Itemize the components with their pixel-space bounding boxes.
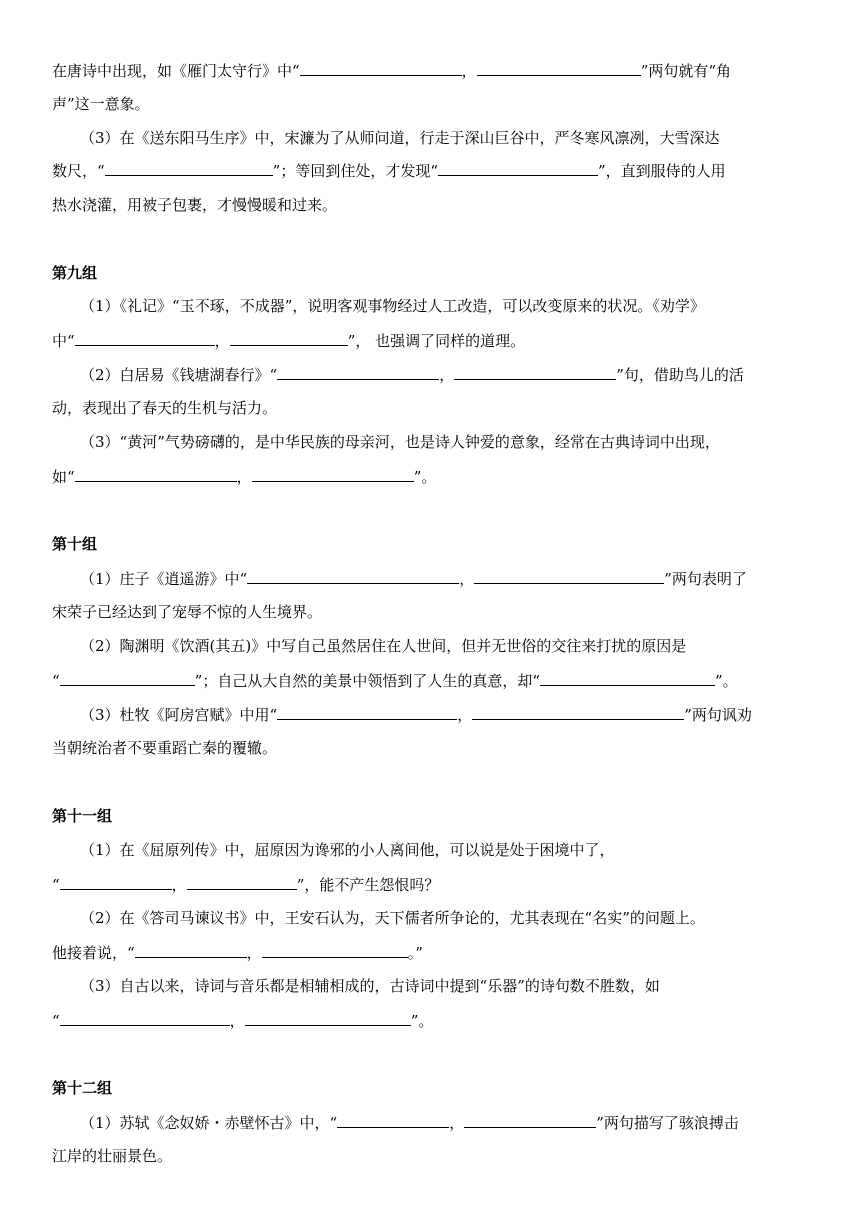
- text-segment: 动，表现出了春天的生机与活力。: [52, 399, 278, 417]
- text-line: [80, 431, 720, 453]
- text-segment: 。”: [407, 944, 423, 962]
- text-line: [52, 941, 423, 963]
- answer-blank[interactable]: [464, 1111, 596, 1128]
- text-segment: ，: [461, 62, 477, 80]
- answer-blank[interactable]: [540, 669, 715, 686]
- text-segment: （3）杜牧《阿房宫赋》中用“: [80, 706, 278, 724]
- answer-blank[interactable]: [472, 703, 684, 720]
- answer-blank[interactable]: [337, 1111, 449, 1128]
- text-line: [52, 1145, 172, 1167]
- text-segment: ”。: [715, 672, 738, 690]
- text-segment: ”，直到服侍的人用: [598, 162, 726, 180]
- answer-blank[interactable]: [300, 59, 462, 76]
- text-segment: （2）白居易《钱塘湖春行》“: [80, 366, 278, 384]
- group-heading: 第九组: [52, 264, 98, 282]
- answer-blank[interactable]: [135, 941, 247, 958]
- text-segment: ”两句讽劝: [684, 706, 752, 724]
- text-segment: ”；等回到住处，才发现“: [272, 162, 439, 180]
- answer-blank[interactable]: [245, 1009, 411, 1026]
- text-segment: ，: [459, 570, 475, 588]
- text-segment: ，: [439, 366, 455, 384]
- text-line: [52, 737, 277, 759]
- text-segment: “: [52, 1012, 60, 1030]
- answer-blank[interactable]: [252, 465, 414, 482]
- text-segment: ”。: [410, 1012, 434, 1030]
- answer-blank[interactable]: [75, 465, 237, 482]
- answer-blank[interactable]: [454, 363, 616, 380]
- answer-blank[interactable]: [105, 159, 273, 176]
- answer-blank[interactable]: [60, 669, 195, 686]
- answer-blank[interactable]: [230, 329, 348, 346]
- text-segment: 宋荣子已经达到了宠辱不惊的人生境界。: [52, 603, 323, 621]
- text-segment: （1）庄子《逍遥游》中“: [80, 570, 248, 588]
- text-segment: ”，能不产生怨恨吗？: [296, 876, 440, 894]
- text-line: [52, 397, 277, 419]
- answer-blank[interactable]: [474, 567, 664, 584]
- answer-blank[interactable]: [277, 703, 457, 720]
- text-line: [80, 975, 660, 997]
- text-line: [52, 873, 439, 895]
- text-line: [52, 329, 525, 351]
- group-heading: 第十二组: [52, 1079, 113, 1097]
- text-segment: （2）在《答司马谏议书》中，王安石认为，天下儒者所争论的，尤其表现在“名实”的问题上。: [80, 909, 705, 927]
- answer-blank[interactable]: [477, 59, 641, 76]
- text-line: [80, 1111, 739, 1133]
- text-segment: ”两句描写了骇浪搏击: [596, 1114, 739, 1132]
- text-line: [80, 363, 744, 385]
- text-segment: “: [52, 672, 60, 690]
- text-segment: 如“: [52, 468, 75, 486]
- text-line: [80, 295, 705, 317]
- text-segment: ”句，借助鸟儿的活: [616, 366, 744, 384]
- text-segment: 声”这一意象。: [52, 95, 150, 113]
- text-segment: （1）《礼记》“玉不琢，不成器”，说明客观事物经过人工改造，可以改变原来的状况。《劝学》: [80, 297, 705, 315]
- text-line: [80, 127, 720, 149]
- text-segment: 数尺，“: [52, 162, 105, 180]
- answer-blank[interactable]: [247, 567, 459, 584]
- text-segment: 当朝统治者不要重蹈亡秦的覆辙。: [52, 739, 278, 757]
- answer-blank[interactable]: [262, 941, 408, 958]
- text-segment: 他接着说，“: [52, 944, 135, 962]
- text-line: [52, 1009, 433, 1031]
- answer-blank[interactable]: [438, 159, 598, 176]
- answer-blank[interactable]: [277, 363, 439, 380]
- text-segment: 热水浇灌，用被子包裹，才慢慢暖和过来。: [52, 196, 338, 214]
- text-segment: ”， 也强调了同样的道理。: [347, 332, 526, 350]
- text-line: [80, 907, 705, 929]
- text-line: [52, 194, 337, 216]
- answer-blank[interactable]: [60, 873, 172, 890]
- text-segment: ，: [236, 468, 252, 486]
- text-line: [80, 635, 686, 657]
- text-line: [52, 669, 738, 691]
- text-segment: （3）“黄河”气势磅礴的，是中华民族的母亲河，也是诗人钟爱的意象，经常在古典诗词中出现，: [80, 433, 720, 451]
- text-line: [52, 465, 436, 487]
- answer-blank[interactable]: [75, 329, 215, 346]
- text-line: [52, 159, 726, 181]
- answer-blank[interactable]: [60, 1009, 230, 1026]
- text-segment: ”两句就有“角: [640, 62, 732, 80]
- group-heading: 第十一组: [52, 807, 113, 825]
- text-line: [52, 59, 731, 81]
- text-segment: ，: [214, 332, 230, 350]
- text-segment: ，: [171, 876, 187, 894]
- text-segment: ，: [457, 706, 473, 724]
- text-segment: 中“: [52, 332, 75, 350]
- text-segment: （2）陶渊明《饮酒(其五)》中写自己虽然居住在人世间，但并无世俗的交往来打扰的原因是: [80, 637, 687, 655]
- text-segment: （3）在《送东阳马生序》中，宋濂为了从师问道，行走于深山巨谷中，严冬寒风凛冽，大雪深达: [80, 129, 720, 147]
- answer-blank[interactable]: [187, 873, 297, 890]
- text-segment: 江岸的壮丽景色。: [52, 1147, 173, 1165]
- text-segment: ”。: [413, 468, 437, 486]
- text-segment: （1）苏轼《念奴娇・赤壁怀古》中，“: [80, 1114, 338, 1132]
- text-segment: 在唐诗中出现，如《雁门太守行》中“: [52, 62, 300, 80]
- text-segment: “: [52, 876, 60, 894]
- text-segment: ”；自己从大自然的美景中领悟到了人生的真意，却“: [194, 672, 541, 690]
- text-segment: （1）在《屈原列传》中，屈原因为谗邪的小人离间他，可以说是处于困境中了，: [80, 841, 615, 859]
- text-line: [52, 93, 150, 115]
- text-segment: ”两句表明了: [664, 570, 747, 588]
- text-line: [80, 839, 615, 861]
- text-line: [80, 703, 752, 725]
- group-heading: 第十组: [52, 535, 98, 553]
- text-segment: ，: [246, 944, 262, 962]
- text-line: [80, 567, 747, 589]
- text-segment: （3）自古以来，诗词与音乐都是相辅相成的，古诗词中提到“乐器”的诗句数不胜数，如: [80, 977, 660, 995]
- text-segment: ，: [229, 1012, 245, 1030]
- text-line: [52, 601, 322, 623]
- text-segment: ，: [449, 1114, 465, 1132]
